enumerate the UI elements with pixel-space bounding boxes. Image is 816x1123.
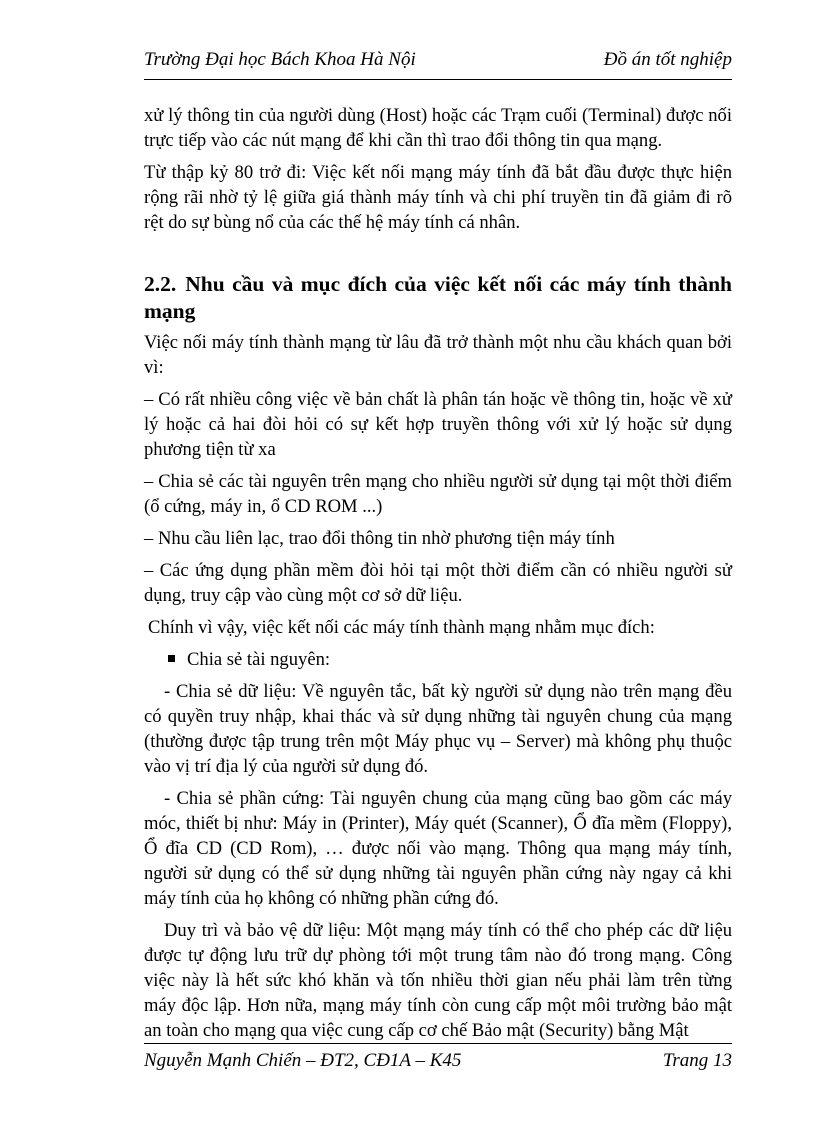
paragraph-need: Việc nối máy tính thành mạng từ lâu đã trở thành một nhu cầu khách quan bởi vì: — [144, 332, 732, 378]
paragraph-1980s: Từ thập kỷ 80 trở đi: Việc kết nối mạng máy tính đã bắt đầu được thực hiện rộng rãi nhờ tỷ lệ giữa giá thành máy tính và chi phí truyền tin đã giảm đi rõ rệt do sự bùng nổ của các thế hệ máy tính cá nhân. — [144, 162, 732, 233]
paragraph-host-terminal: xử lý thông tin của người dùng (Host) hoặc các Trạm cuối (Terminal) được nối trực tiếp vào các nút mạng để khi cần thì trao đổi thông tin qua mạng. — [144, 105, 732, 151]
section-heading — [144, 271, 732, 325]
sub-item-hardware-sharing: - Chia sẻ phần cứng: Tài nguyên chung của mạng cũng bao gồm các máy móc, thiết bị như: Máy in (Printer), Máy quét (Scanner), Ổ đĩa mềm (Floppy), Ổ đĩa CD (CD Rom), … được nối vào mạng. Thông qua mạng máy tính, người sử dụng có thể sử dụng những tài nguyên phần cứng này ngay cả khi máy tính của họ không có những phần cứng đó. — [144, 788, 732, 909]
square-bullet-icon — [168, 655, 175, 662]
page-content — [144, 103, 732, 1050]
footer-author: Nguyễn Mạnh Chiến – ĐT2, CĐ1A – K45 — [144, 1050, 462, 1071]
page-header — [144, 49, 732, 71]
bullet-data-protection — [144, 918, 732, 1043]
section-title: Nhu cầu và mục đích của việc kết nối các máy tính thành mạng — [144, 272, 732, 323]
bullet-text: Duy trì và bảo vệ dữ liệu: Một mạng máy tính có thể cho phép các dữ liệu được tự động lưu trữ dự phòng tới một trung tâm nào đó trong mạng. Công việc này là hết sức khó khăn và tốn nhiều thời gian nếu phải làm trên từng máy độc lập. Hơn nữa, mạng máy tính còn cung cấp một môi trường bảo mật an toàn cho mạng qua việc cung cấp cơ chế Bảo mật (Security) bằng Mật — [144, 920, 732, 1041]
header-rule — [144, 79, 732, 80]
paragraph-purpose: Chính vì vậy, việc kết nối các máy tính thành mạng nhằm mục đích: — [148, 617, 655, 638]
header-university: Trường Đại học Bách Khoa Hà Nội — [144, 49, 416, 70]
header-doc-type: Đồ án tốt nghiệp — [603, 49, 732, 70]
bullet-label: Chia sẻ tài nguyên: — [187, 649, 331, 670]
list-item: – Các ứng dụng phần mềm đòi hỏi tại một thời điểm cần có nhiều người sử dụng, truy cập vào cùng một cơ sở dữ liệu. — [144, 560, 732, 606]
bullet-resource-sharing — [144, 647, 732, 672]
sub-item-data-sharing: - Chia sẻ dữ liệu: Về nguyên tắc, bất kỳ người sử dụng nào trên mạng đều có quyền truy nhập, khai thác và sử dụng những tài nguyên chung của mạng (thường được tập trung trên một Máy phục vụ – Server) mà không phụ thuộc vào vị trí địa lý của người sử dụng đó. — [144, 681, 732, 777]
page-footer — [144, 1050, 732, 1072]
footer-rule — [144, 1043, 732, 1044]
list-item: – Chia sẻ các tài nguyên trên mạng cho nhiều người sử dụng tại một thời điểm (ổ cứng, máy in, ổ CD ROM ...) — [144, 471, 732, 517]
list-item: – Có rất nhiều công việc về bản chất là phân tán hoặc về thông tin, hoặc về xử lý hoặc cả hai đòi hỏi có sự kết hợp truyền thông với xử lý hoặc sử dụng phương tiện từ xa — [144, 389, 732, 460]
section-number: 2.2. — [144, 272, 177, 296]
list-item: – Nhu cầu liên lạc, trao đổi thông tin nhờ phương tiện máy tính — [144, 528, 615, 549]
page-number: Trang 13 — [662, 1050, 732, 1071]
